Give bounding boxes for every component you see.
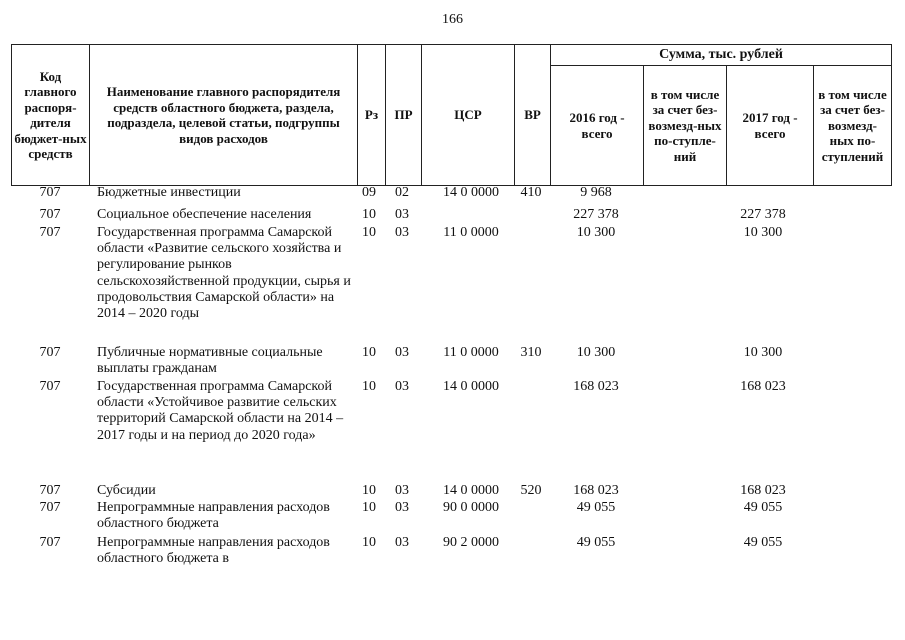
row-code: 707 bbox=[39, 500, 61, 515]
row-name: Социальное обеспечение населения bbox=[97, 207, 312, 222]
row-vr: 310 bbox=[520, 345, 542, 360]
header-code: Код главного распоря-дителя бюджет-ных средств bbox=[12, 45, 90, 186]
row-sum-2017: 168 023 bbox=[740, 483, 786, 498]
row-code: 707 bbox=[39, 379, 61, 394]
row-pr: 03 bbox=[395, 379, 409, 394]
row-sum-2016: 168 023 bbox=[573, 379, 619, 394]
row-sum-2017: 10 300 bbox=[743, 225, 783, 240]
row-name: Государственная программа Самарской области «Развитие сельского хозяйства и регулирование рынков сельскохозяйственной продукции, сырья и продовольствия Самарской области» на 2014 – 2020 годы bbox=[97, 225, 351, 322]
row-code: 707 bbox=[39, 535, 61, 550]
row-sum-2017: 49 055 bbox=[743, 500, 783, 515]
header-2016-bv: в том числе за счет без-возмезд-ных по-ступле-ний bbox=[644, 66, 727, 186]
header-sum: Сумма, тыс. рублей bbox=[551, 45, 892, 66]
row-name: Бюджетные инвестиции bbox=[97, 185, 241, 200]
row-pr: 03 bbox=[395, 535, 409, 550]
row-name: Непрограммные направления расходов областного бюджета в bbox=[97, 535, 330, 567]
row-code: 707 bbox=[39, 225, 61, 240]
row-rz: 10 bbox=[362, 345, 376, 360]
row-sum-2017: 227 378 bbox=[740, 207, 786, 222]
row-rz: 10 bbox=[362, 535, 376, 550]
page-number: 166 bbox=[442, 12, 463, 27]
row-sum-2016: 10 300 bbox=[576, 225, 616, 240]
header-rz: Рз bbox=[358, 45, 386, 186]
row-sum-2016: 49 055 bbox=[576, 535, 616, 550]
row-code: 707 bbox=[39, 345, 61, 360]
row-csr: 11 0 0000 bbox=[443, 345, 499, 360]
row-sum-2016: 227 378 bbox=[573, 207, 619, 222]
row-pr: 03 bbox=[395, 483, 409, 498]
header-2017-bv: в том числе за счет без-возмезд-ных по-ступлений bbox=[814, 66, 892, 186]
row-code: 707 bbox=[39, 207, 61, 222]
row-sum-2016: 9 968 bbox=[580, 185, 612, 200]
row-pr: 03 bbox=[395, 207, 409, 222]
row-rz: 09 bbox=[362, 185, 376, 200]
row-pr: 03 bbox=[395, 500, 409, 515]
row-vr: 520 bbox=[520, 483, 542, 498]
row-csr: 14 0 0000 bbox=[443, 185, 499, 200]
row-rz: 10 bbox=[362, 379, 376, 394]
row-sum-2017: 168 023 bbox=[740, 379, 786, 394]
row-rz: 10 bbox=[362, 225, 376, 240]
header-vr: ВР bbox=[515, 45, 551, 186]
row-name: Непрограммные направления расходов областного бюджета bbox=[97, 500, 330, 532]
header-pr: ПР bbox=[386, 45, 422, 186]
row-code: 707 bbox=[39, 483, 61, 498]
row-csr: 14 0 0000 bbox=[443, 379, 499, 394]
row-rz: 10 bbox=[362, 500, 376, 515]
row-sum-2016: 10 300 bbox=[576, 345, 616, 360]
row-csr: 90 0 0000 bbox=[443, 500, 499, 515]
row-pr: 03 bbox=[395, 345, 409, 360]
row-name: Государственная программа Самарской области «Устойчивое развитие сельских территорий Самарской области на 2014 – 2017 годы и на период до 2020 года» bbox=[97, 379, 344, 443]
row-sum-2017: 49 055 bbox=[743, 535, 783, 550]
row-code: 707 bbox=[39, 185, 61, 200]
row-sum-2017: 10 300 bbox=[743, 345, 783, 360]
row-sum-2016: 49 055 bbox=[576, 500, 616, 515]
row-sum-2016: 168 023 bbox=[573, 483, 619, 498]
header-name: Наименование главного распорядителя средств областного бюджета, раздела, подраздела, целевой статьи, подгруппы видов расходов bbox=[90, 45, 358, 186]
row-name: Субсидии bbox=[97, 483, 156, 498]
row-rz: 10 bbox=[362, 207, 376, 222]
row-vr: 410 bbox=[520, 185, 542, 200]
row-rz: 10 bbox=[362, 483, 376, 498]
header-2017-total: 2017 год - всего bbox=[727, 66, 814, 186]
row-csr: 11 0 0000 bbox=[443, 225, 499, 240]
row-csr: 90 2 0000 bbox=[443, 535, 499, 550]
row-name: Публичные нормативные социальные выплаты гражданам bbox=[97, 345, 323, 377]
row-pr: 02 bbox=[395, 185, 409, 200]
row-pr: 03 bbox=[395, 225, 409, 240]
header-2016-total: 2016 год - всего bbox=[551, 66, 644, 186]
table-header bbox=[11, 44, 892, 186]
header-csr: ЦСР bbox=[422, 45, 515, 186]
row-csr: 14 0 0000 bbox=[443, 483, 499, 498]
